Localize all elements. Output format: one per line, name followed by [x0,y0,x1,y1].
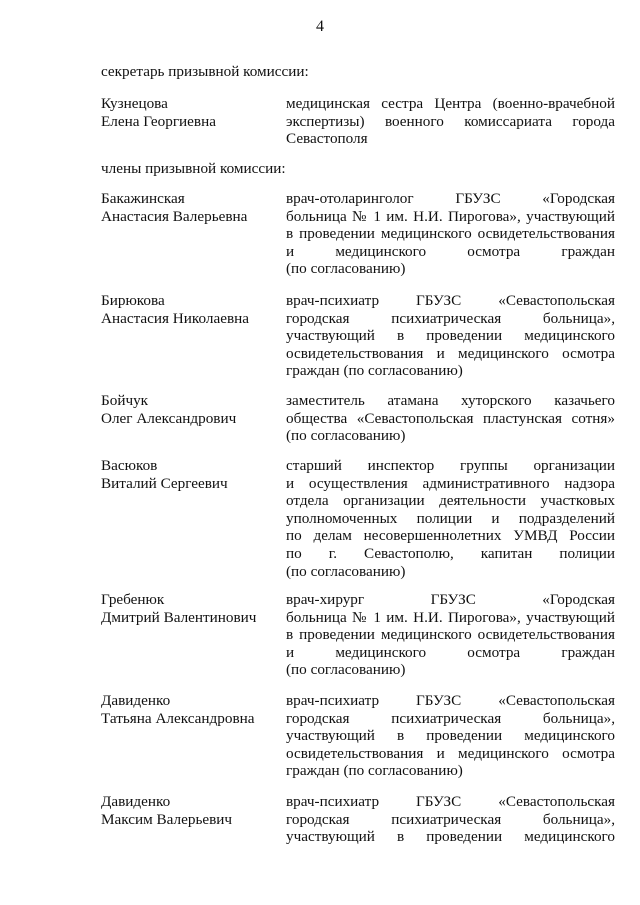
given-names: Елена Георгиевна [101,112,216,130]
member-role [286,692,615,780]
member-name [101,793,276,828]
role-line: врач-отоларинголог ГБУЗС «Городская [286,190,615,207]
member-name [101,190,276,225]
role-line: освидетельствования и медицинского осмотра [286,744,615,762]
given-names: Татьяна Александровна [101,709,255,727]
role-line: участвующий в проведении медицинского [286,828,615,846]
role-line: по г. Севастополю, капитан полиции [286,544,615,562]
role-line: и медицинского осмотра граждан [286,242,615,260]
member-role [286,292,615,380]
given-names: Максим Валерьевич [101,810,233,828]
member-name [101,591,276,626]
role-line: врач-психиатр ГБУЗС «Севастопольская [286,793,615,810]
secretary-name [101,95,276,130]
role-line: медицинская сестра Центра (военно-врачебной [286,95,615,112]
given-names: Анастасия Николаевна [101,309,249,327]
member-role [286,457,615,580]
role-line: уполномоченных полиции и подразделений [286,509,615,527]
role-line: в проведении медицинского освидетельствования [286,626,615,644]
member-role [286,793,615,846]
secretary-heading: секретарь призывной комиссии: [101,63,309,80]
member-role [286,190,615,278]
surname: Васюков [101,457,158,474]
role-line: и медицинского осмотра граждан [286,643,615,661]
role-line: врач-психиатр ГБУЗС «Севастопольская [286,292,615,309]
surname: Давиденко [101,793,171,810]
role-line: больница № 1 им. Н.И. Пирогова», участвующий [286,207,615,225]
role-line: участвующий в проведении медицинского [286,327,615,345]
surname: Давиденко [101,692,171,709]
role-line: Севастополя [286,130,368,148]
role-line: участвующий в проведении медицинского [286,727,615,745]
role-line: врач-хирург ГБУЗС «Городская [286,591,615,608]
given-names: Виталий Сергеевич [101,474,228,492]
surname: Бирюкова [101,292,165,309]
surname: Гребенюк [101,591,165,608]
role-line: больница № 1 им. Н.И. Пирогова», участвующий [286,608,615,626]
role-line: отдела организации деятельности участковых [286,492,615,510]
given-names: Анастасия Валерьевна [101,207,248,225]
page-number: 4 [316,18,324,35]
role-line: городская психиатрическая больница», [286,309,615,327]
role-line: (по согласованию) [286,260,406,278]
member-name [101,392,276,427]
role-line: городская психиатрическая больница», [286,709,615,727]
members-heading: члены призывной комиссии: [101,160,286,177]
role-line: заместитель атамана хуторского казачьего [286,392,615,409]
role-line: в проведении медицинского освидетельствования [286,225,615,243]
secretary-role [286,95,615,148]
member-name [101,292,276,327]
role-line: (по согласованию) [286,427,406,445]
role-line: врач-психиатр ГБУЗС «Севастопольская [286,692,615,709]
surname: Кузнецова [101,95,168,112]
given-names: Дмитрий Валентинович [101,608,257,626]
role-line: (по согласованию) [286,562,406,580]
role-line: городская психиатрическая больница», [286,810,615,828]
role-line: общества «Севастопольская пластунская сотня» [286,409,615,427]
member-name [101,692,276,727]
role-line: по делам несовершеннолетних УМВД России [286,527,615,545]
role-line: граждан (по согласованию) [286,362,463,380]
given-names: Олег Александрович [101,409,237,427]
surname: Бакажинская [101,190,185,207]
member-name [101,457,276,492]
member-role [286,591,615,679]
role-line: (по согласованию) [286,661,406,679]
role-line: граждан (по согласованию) [286,762,463,780]
surname: Бойчук [101,392,149,409]
role-line: освидетельствования и медицинского осмотра [286,344,615,362]
role-line: экспертизы) военного комиссариата города [286,112,615,130]
member-role [286,392,615,445]
role-line: старший инспектор группы организации [286,457,615,474]
role-line: и осуществления административного надзора [286,474,615,492]
